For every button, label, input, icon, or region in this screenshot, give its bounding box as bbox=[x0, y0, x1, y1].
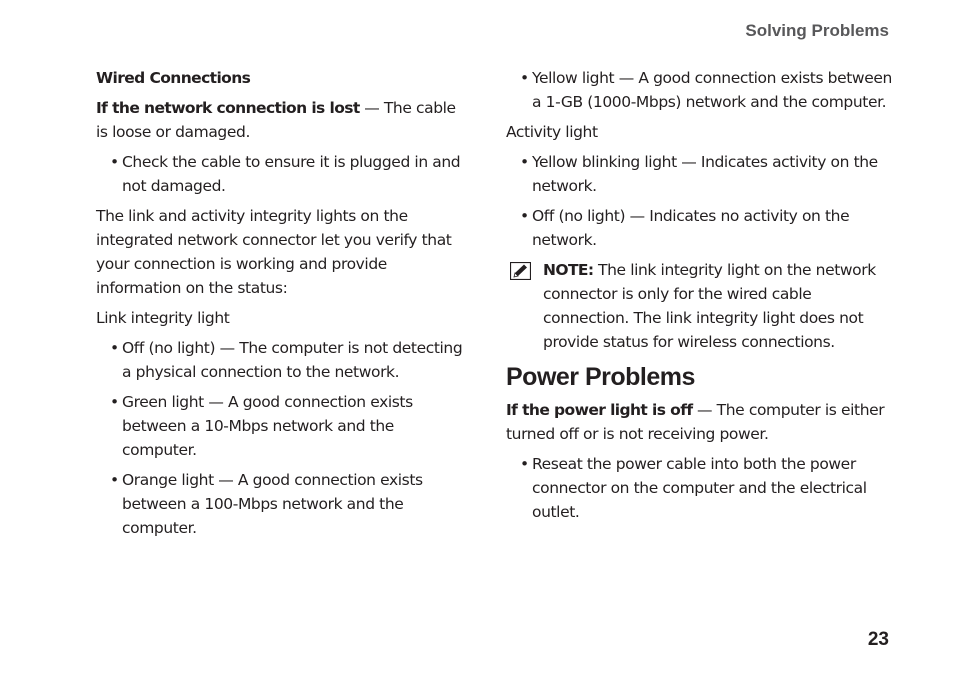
power-problems-heading: Power Problems bbox=[506, 363, 695, 391]
check-cable-text: Check the cable to ensure it is plugged in and not damaged. bbox=[122, 153, 461, 195]
yellow-light-text: Yellow light — A good connection exists between a 1-GB (1000-Mbps) network and the computer. bbox=[532, 69, 892, 111]
right-column bbox=[506, 66, 896, 530]
bullet: • bbox=[520, 69, 529, 87]
reseat-cable-text: Reseat the power cable into both the power connector on the computer and the electrical outlet. bbox=[532, 455, 867, 521]
link-light-list bbox=[96, 336, 468, 540]
gigabit-light-list bbox=[506, 66, 896, 114]
list-item bbox=[96, 390, 468, 462]
page-number: 23 bbox=[867, 629, 889, 650]
note-block bbox=[506, 258, 896, 354]
left-column bbox=[96, 66, 468, 546]
bullet: • bbox=[110, 339, 119, 357]
running-header: Solving Problems bbox=[745, 21, 889, 40]
power-fix-list bbox=[506, 452, 896, 524]
list-item bbox=[506, 452, 896, 524]
bullet: • bbox=[520, 455, 529, 473]
connection-lost-paragraph bbox=[96, 96, 468, 144]
bullet: • bbox=[110, 153, 119, 171]
power-light-paragraph bbox=[506, 398, 896, 446]
link-item-text: Green light — A good connection exists between a 10-Mbps network and the computer. bbox=[122, 393, 413, 459]
power-light-text: — The computer is either turned off or is not receiving power. bbox=[506, 401, 885, 443]
activity-light-list bbox=[506, 150, 896, 252]
link-item-text: Orange light — A good connection exists between a 100-Mbps network and the computer. bbox=[122, 471, 423, 537]
bullet: • bbox=[520, 153, 529, 171]
list-item bbox=[506, 204, 896, 252]
activity-item-text: Off (no light) — Indicates no activity on the network. bbox=[532, 207, 850, 249]
link-integrity-label: Link integrity light bbox=[96, 309, 230, 327]
bullet: • bbox=[110, 471, 119, 489]
note-text: The link integrity light on the network connector is only for the wired cable connection. The link integrity light does not provide status for wireless connections. bbox=[543, 261, 876, 351]
bullet: • bbox=[110, 393, 119, 411]
activity-light-label: Activity light bbox=[506, 123, 598, 141]
wired-connections-heading: Wired Connections bbox=[96, 69, 251, 87]
power-light-lead: If the power light is off bbox=[506, 401, 693, 419]
link-item-text: Off (no light) — The computer is not detecting a physical connection to the network. bbox=[122, 339, 463, 381]
check-cable-list bbox=[96, 150, 468, 198]
activity-item-text: Yellow blinking light — Indicates activity on the network. bbox=[532, 153, 878, 195]
lights-intro-paragraph: The link and activity integrity lights on the integrated network connector let you verify that your connection is working and provide information on the status: bbox=[96, 207, 452, 297]
connection-lost-lead: If the network connection is lost bbox=[96, 99, 360, 117]
note-label: NOTE: bbox=[543, 261, 594, 279]
list-item bbox=[506, 66, 896, 114]
list-item bbox=[96, 336, 468, 384]
note-pencil-icon bbox=[510, 262, 531, 280]
connection-lost-text: — The cable is loose or damaged. bbox=[96, 99, 456, 141]
list-item bbox=[506, 150, 896, 198]
list-item bbox=[96, 468, 468, 540]
bullet: • bbox=[520, 207, 529, 225]
list-item bbox=[96, 150, 468, 198]
